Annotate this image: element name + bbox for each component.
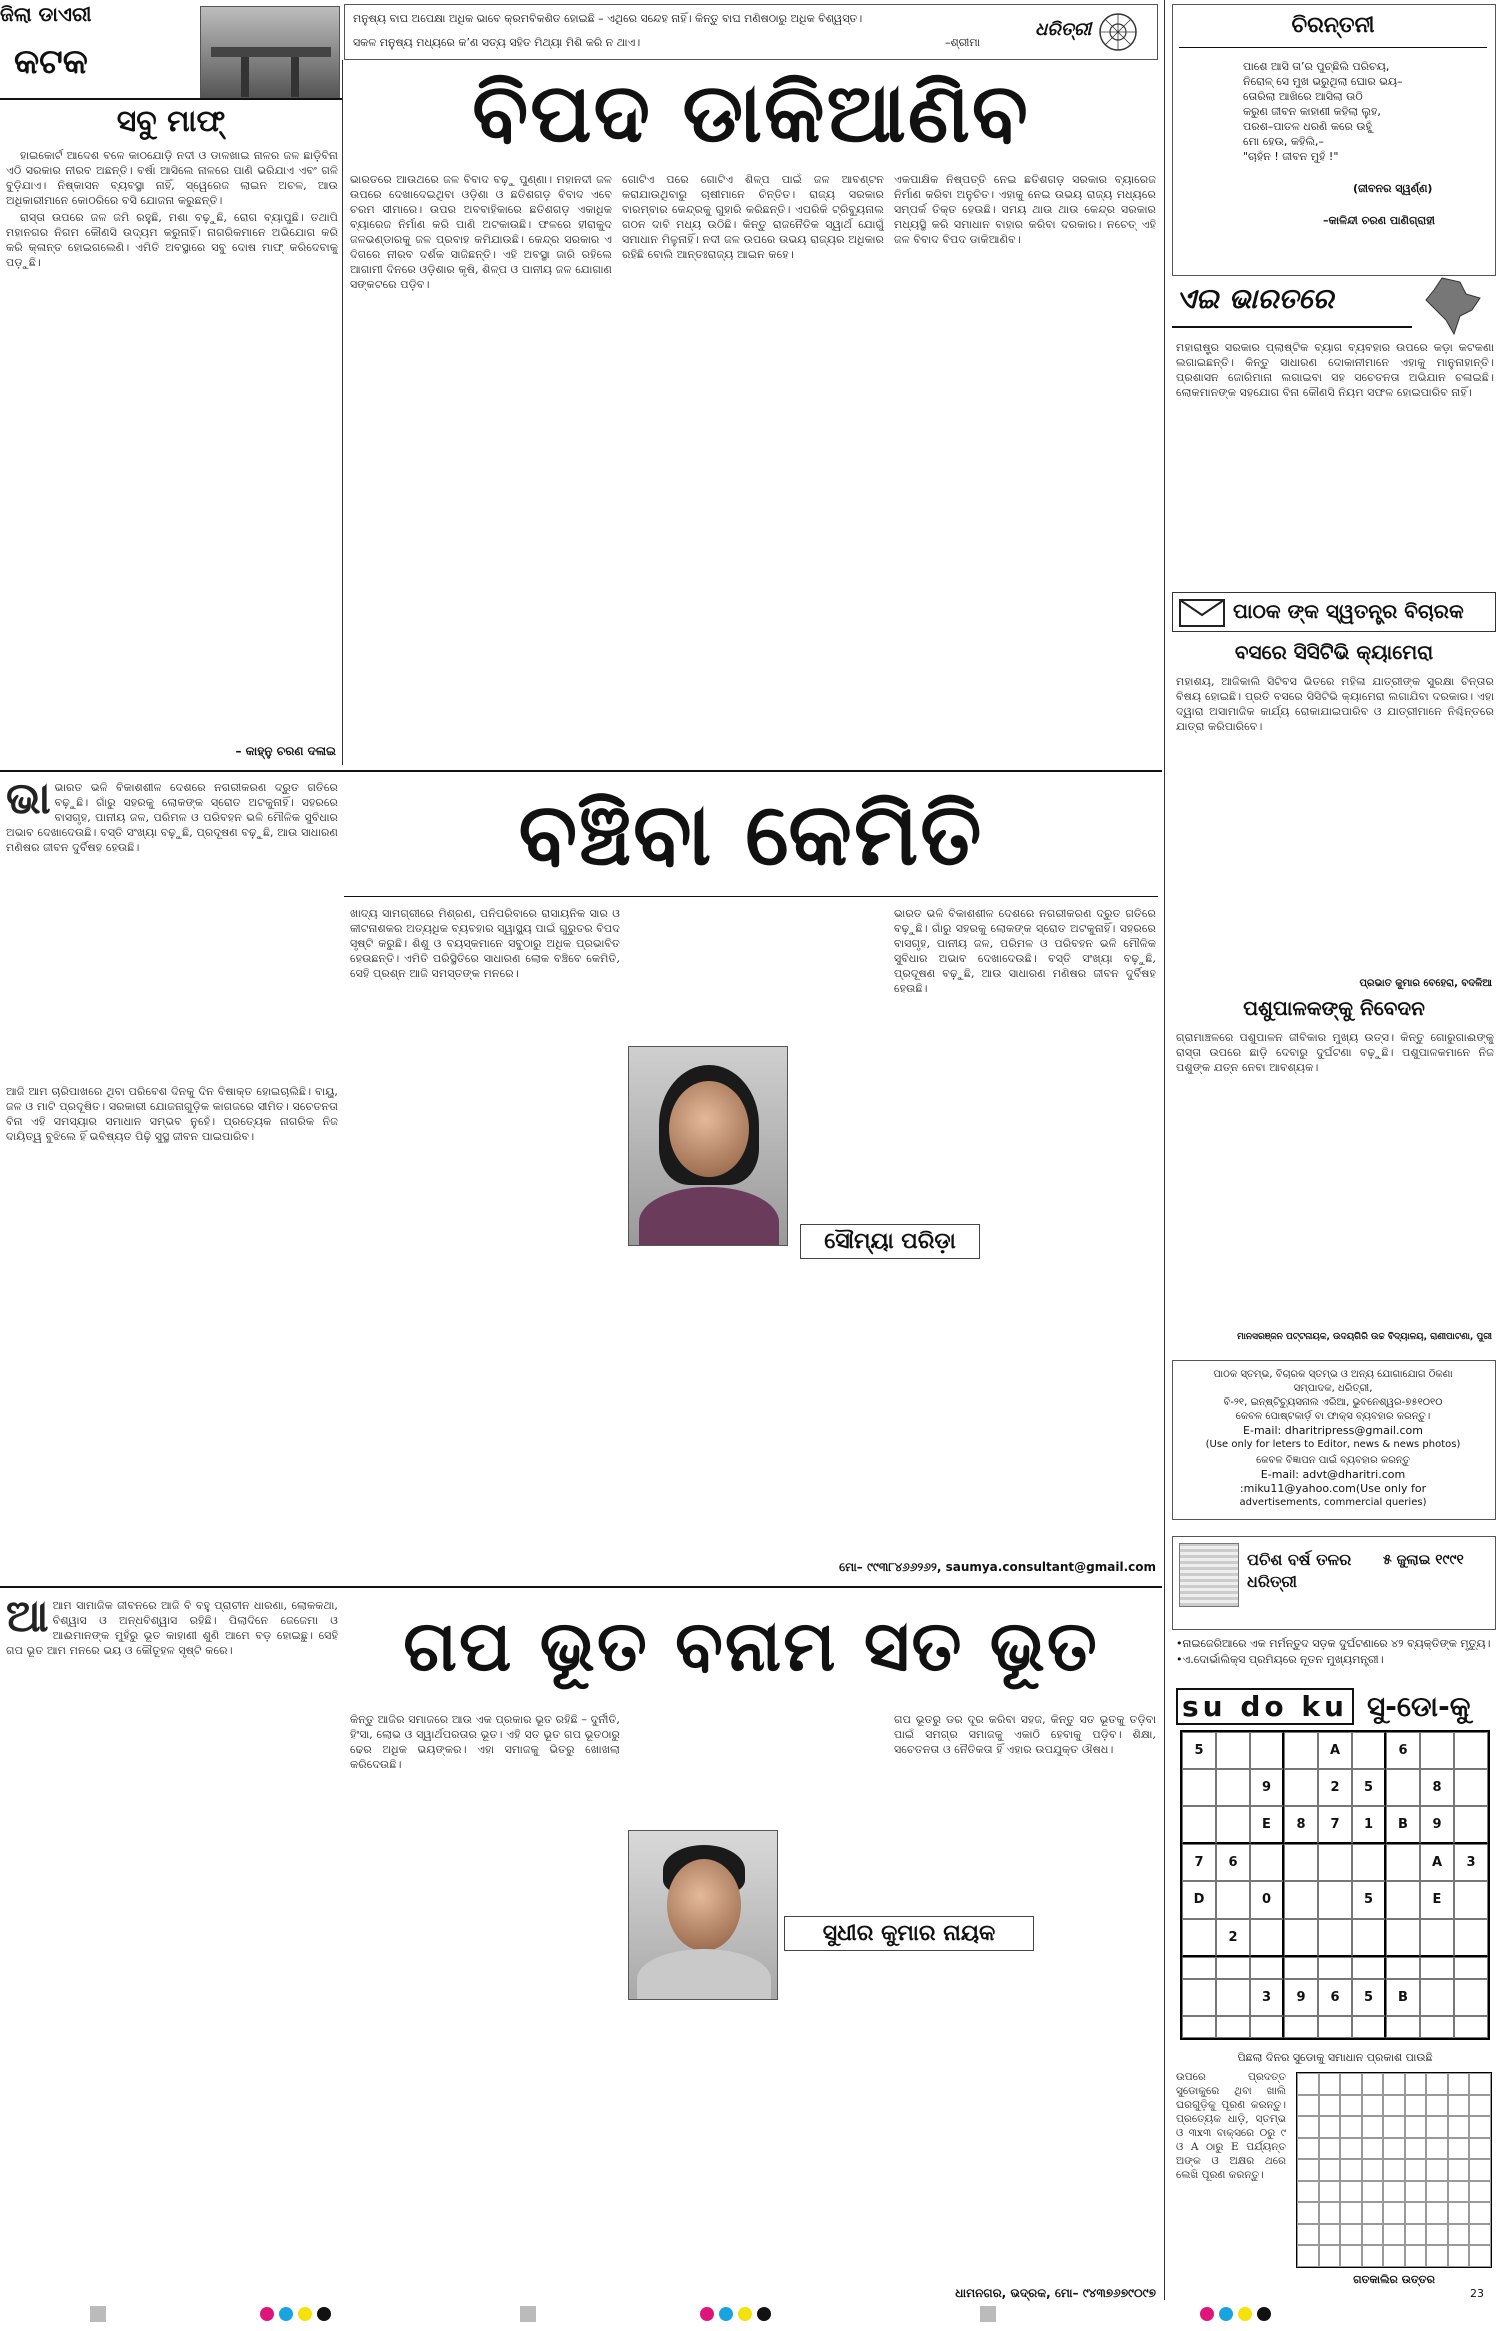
cyan-mark — [719, 2307, 733, 2321]
magenta-mark — [1200, 2307, 1214, 2321]
sudoku-cell[interactable]: 5 — [1352, 1769, 1386, 1806]
solution-cell — [1319, 2095, 1341, 2117]
solution-cell — [1383, 2116, 1405, 2138]
solution-cell — [1426, 2073, 1448, 2095]
solution-cell — [1469, 2224, 1491, 2246]
solution-cell — [1362, 2073, 1384, 2095]
sudoku-cell[interactable] — [1182, 1769, 1216, 1806]
solution-cell — [1319, 2159, 1341, 2181]
poem-line: ମୋ ହେଉ, କହିଲି,– — [1243, 135, 1324, 148]
address-line: କେବଳ ବିଜ୍ଞାପନ ପାଇଁ ବ୍ୟବହାର କରନ୍ତୁ — [1256, 1455, 1410, 1466]
black-mark — [1257, 2307, 1271, 2321]
sudoku-cell[interactable] — [1250, 2016, 1284, 2038]
quote-line-2: ସକଳ ମନୁଷ୍ୟ ମଧ୍ୟରେ କ’ଣ ସତ୍ୟ ସହିତ ମିଥ୍ୟା ମିଶି କରି ନ ଥାଏ। — [353, 36, 641, 49]
chirantani-poet: –କାଳିନ୍ଦୀ ଚରଣ ପାଣିଗ୍ରାହୀ — [1323, 214, 1435, 227]
solution-cell — [1469, 2202, 1491, 2224]
sudoku-solution-grid — [1296, 2072, 1492, 2268]
letter1-signature: ପ୍ରଭାତ କୁମାର ବେହେରା, ବଦଳିଆ — [1359, 978, 1492, 989]
sudoku-cell[interactable] — [1284, 1919, 1318, 1957]
sudoku-cell[interactable]: 1 — [1352, 1806, 1386, 1844]
sudoku-cell[interactable] — [1284, 1957, 1318, 1979]
yellow-mark — [1238, 2307, 1252, 2321]
dropcap: ଭା — [6, 780, 51, 824]
sudoku-cell[interactable] — [1386, 1957, 1420, 1979]
sudoku-cell[interactable]: 2 — [1216, 1919, 1250, 1957]
solution-cell — [1340, 2181, 1362, 2203]
sudoku-cell[interactable]: 5 — [1182, 1732, 1216, 1769]
solution-cell — [1448, 2138, 1470, 2160]
sudoku-title — [1176, 1690, 1470, 1724]
lead-headline: ବିପଦ ଡାକିଆଣିବ — [472, 66, 1030, 161]
solution-cell — [1469, 2181, 1491, 2203]
chirantani-rule — [1179, 47, 1487, 48]
district-diary-city: କଟକ — [14, 42, 88, 82]
sudoku-title-en: su do ku — [1176, 1688, 1354, 1725]
article-three-col-1: ଆମ ସାମାଜିକ ଜୀବନରେ ଆଜି ବି ବହୁ ପ୍ରାଚୀନ ଧାରଣା, ଲୋକକଥା, ବିଶ୍ୱାସ ଓ ଅନ୍ଧବିଶ୍ୱାସ ରହିଛି। ପିଲାଦିନେ ଜେଜେମା ଓ ଆଈମାନଙ୍କ ମୁହଁରୁ ଭୂତ କାହାଣୀ ଶୁଣି ଆମେ ବଡ଼ ହୋଇଛୁ। ସେହି ଗପ ଭୂତ ଆମ ମନରେ ଭୟ ଓ କୌତୂହଳ ସୃଷ୍ଟି କରେ। — [6, 1599, 338, 1657]
face — [669, 1081, 749, 1177]
solution-cell — [1448, 2245, 1470, 2267]
sudoku-cell[interactable] — [1454, 2016, 1488, 2038]
solution-cell — [1297, 2224, 1319, 2246]
diary-byline: – କାହ୍ନୁ ଚରଣ ଦଳାଇ — [235, 744, 336, 758]
shirt — [637, 1949, 771, 2000]
sudoku-cell[interactable]: 8 — [1284, 1806, 1318, 1844]
solution-cell — [1383, 2202, 1405, 2224]
sudoku-cell[interactable] — [1454, 1919, 1488, 1957]
solution-cell — [1297, 2159, 1319, 2181]
column-divider — [342, 60, 343, 765]
sudoku-cell[interactable]: 9 — [1284, 1979, 1318, 2016]
sudoku-cell[interactable]: 6 — [1318, 1979, 1352, 2016]
black-mark — [757, 2307, 771, 2321]
print-color-marks — [260, 2306, 331, 2325]
sudoku-cell[interactable]: D — [1182, 1881, 1216, 1918]
print-color-marks — [1200, 2306, 1271, 2325]
article-three-col-3: ଗପ ଭୂତରୁ ଡର ଦୂର କରିବା ସହଜ, କିନ୍ତୁ ସତ ଭୂତକୁ ତଡ଼ିବା ପାଇଁ ସମଗ୍ର ସମାଜକୁ ଏକାଠି ହେବାକୁ ପଡ଼ିବ। ଶିକ୍ଷା, ସଚେତନତା ଓ ନୈତିକତା ହିଁ ଏହାର ଉପଯୁକ୍ତ ଔଷଧ। — [894, 1713, 1156, 1756]
diary-body — [6, 148, 338, 728]
solution-cell — [1469, 2138, 1491, 2160]
sudoku-cell[interactable] — [1250, 1919, 1284, 1957]
solution-cell — [1405, 2138, 1427, 2160]
solution-cell — [1340, 2202, 1362, 2224]
sudoku-cell[interactable] — [1284, 1769, 1318, 1806]
letter2-title: ପଶୁପାଳକଙ୍କୁ ନିବେଦନ — [1243, 996, 1425, 1020]
poem-line: ପାଶେ ଆସି ତା’ର ପୁଚ୍ଛିଲି ପରିଚୟ, — [1243, 60, 1390, 73]
solution-cell — [1469, 2095, 1491, 2117]
sudoku-title-odia: ସୁ-ଡୋ-କୁ — [1367, 1690, 1471, 1723]
address-line: ବି-୨୧, ଇନ୍‌ଷ୍ଟିଚ୍ୟୁସନାଲ ଏରିଆ, ଭୁବନେଶ୍ୱର-୭୫୧୦୧୦ — [1223, 1397, 1443, 1408]
solution-cell — [1448, 2224, 1470, 2246]
article-two-headline: ବଞ୍ଚିବା କେମିତି — [518, 785, 984, 885]
solution-cell — [1319, 2202, 1341, 2224]
sudoku-cell[interactable] — [1454, 1979, 1488, 2016]
solution-cell — [1297, 2202, 1319, 2224]
solution-cell — [1448, 2159, 1470, 2181]
sudoku-cell[interactable] — [1420, 1979, 1454, 2016]
solution-cell — [1297, 2095, 1319, 2117]
old-paper-thumbnail — [1179, 1543, 1239, 1607]
section-rule — [0, 1586, 1162, 1588]
sudoku-cell[interactable]: 3 — [1250, 1979, 1284, 2016]
sudoku-cell[interactable] — [1284, 1732, 1318, 1769]
email-link[interactable]: E-mail: dharitripress@gmail.com — [1243, 1424, 1423, 1437]
lead-col-3: ଏକପାକ୍ଷିକ ନିଷ୍ପତ୍ତି ନେଇ ଛତିଶଗଡ଼ ସରକାର ବ୍ୟାରେଜ ନିର୍ମାଣ କରିବା ଅନୁଚିତ। ଏହାକୁ ନେଇ ଉଭୟ ରାଜ୍ୟ ମଧ୍ୟରେ ସମ୍ପର୍କ ତିକ୍ତ ହେଉଛି। ସମୟ ଥାଉ ଥାଉ କେନ୍ଦ୍ର ସରକାର ମଧ୍ୟସ୍ଥି କରି ସମାଧାନ ବାହାର କରିବା ଦରକାର। ନଚେତ୍ ଏହି ଜଳ ବିବାଦ ବିପଦ ଡାକିଆଣିବ। — [894, 173, 1156, 246]
print-color-marks — [700, 2306, 771, 2325]
email-note: advertisements, commercial queries) — [1239, 1497, 1427, 1508]
sudoku-cell[interactable]: 8 — [1420, 1769, 1454, 1806]
solution-cell — [1340, 2095, 1362, 2117]
sudoku-cell[interactable] — [1182, 1919, 1216, 1957]
address-line: ପାଠକ ସ୍ତମ୍ଭ, ବିଚାରକ ସ୍ତମ୍ଭ ଓ ଅନ୍ୟ ଯୋଗାଯୋଗ ଠିକଣା — [1213, 1369, 1453, 1380]
sudoku-cell[interactable] — [1420, 1919, 1454, 1957]
lead-col-2: ଗୋଟିଏ ପରେ ଗୋଟିଏ ଶିଳ୍ପ ପାଇଁ ଜଳ ଆବଣ୍ଟନ କରାଯାଉଥିବାରୁ ଚାଷୀମାନେ ଚିନ୍ତିତ। ରାଜ୍ୟ ସରକାର ବାରମ୍ବାର କେନ୍ଦ୍ରକୁ ଗୁହାରି କରିଛନ୍ତି। ଏପରିକି ଟ୍ରିବ୍ୟୁନାଲ ଗଠନ ଦାବି ମଧ୍ୟ ଉଠିଛି। କିନ୍ତୁ ରାଜନୈତିକ ସ୍ୱାର୍ଥ ଯୋଗୁଁ ସମାଧାନ ମିଳୁନାହିଁ। ନଦୀ ଜଳ ଉପରେ ଉଭୟ ରାଜ୍ୟର ଅଧିକାର ରହିଛି ବୋଲି ଆନ୍ତଃରାଜ୍ୟ ଆଇନ କହେ। — [622, 173, 884, 261]
shoulders — [639, 1187, 779, 1246]
aei-bharatare-title: ଏଇ ଭାରତରେ — [1176, 282, 1334, 315]
email-note: (Use only for leters to Editor, news & news photos) — [1205, 1439, 1461, 1450]
letter2-body: ଗ୍ରାମାଞ୍ଚଳରେ ପଶୁପାଳନ ଜୀବିକାର ମୁଖ୍ୟ ଉତ୍ସ। କିନ୍ତୁ ଗୋରୁଗାଈଙ୍କୁ ରାସ୍ତା ଉପରେ ଛାଡ଼ି ଦେବାରୁ ଦୁର୍ଘଟଣା ବଢ଼ୁଛି। ପଶୁପାଳକମାନେ ନିଜ ପଶୁଙ୍କ ଯତ୍ନ ନେବା ଆବଶ୍ୟକ। — [1176, 1031, 1494, 1074]
solution-cell — [1405, 2159, 1427, 2181]
article-three-contact: ଧାମନଗର, ଭଦ୍ରକ, ମୋ– ୯୪୩୭୬୭୯୦୯୭ — [955, 2286, 1156, 2300]
solution-cell — [1319, 2116, 1341, 2138]
print-gray-block — [980, 2306, 996, 2322]
quote-attribution: –ଶ୍ରୀମା — [945, 36, 981, 49]
sudoku-cell[interactable] — [1318, 2016, 1352, 2038]
letter1-title: ବସରେ ସିସିଟିଭି କ୍ୟାମେରା — [1234, 640, 1434, 664]
solution-cell — [1319, 2245, 1341, 2267]
solution-cell — [1405, 2224, 1427, 2246]
sudoku-cell[interactable]: 6 — [1386, 1732, 1420, 1769]
old-news-item: •ଏ.ଦୋର୍ଭାଲିକ୍ସ ପ୍ରମିୟରେ ନୂତନ ମୁଖ୍ୟମନ୍ତ୍ରୀ। — [1176, 1653, 1384, 1666]
sudoku-cell[interactable] — [1454, 1806, 1488, 1844]
sudoku-cell[interactable] — [1216, 1806, 1250, 1844]
address-line: କେବଳ ପୋଷ୍ଟକାର୍ଡ଼ ବା ଫାକ୍ସ ବ୍ୟବହାର କରନ୍ତୁ। — [1235, 1411, 1431, 1422]
sudoku-cell[interactable] — [1216, 1957, 1250, 1979]
sudoku-cell[interactable] — [1216, 1881, 1250, 1918]
article-two-col-3: ଆଜି ଆମ ଚାରିପାଖରେ ଥିବା ପରିବେଶ ଦିନକୁ ଦିନ ବିଷାକ୍ତ ହୋଇଚାଲିଛି। ବାୟୁ, ଜଳ ଓ ମାଟି ପ୍ରଦୂଷିତ। ସରକାରୀ ଯୋଜନାଗୁଡ଼ିକ କାଗଜରେ ସୀମିତ। ସଚେତନତା ବିନା ଏହି ସମସ୍ୟାର ସମାଧାନ ସମ୍ଭବ ନୁହେଁ। ପ୍ରତ୍ୟେକ ନାଗରିକ ନିଜ ଦାୟିତ୍ୱ ବୁଝିଲେ ହିଁ ଭବିଷ୍ୟତ ପିଢ଼ି ସୁସ୍ଥ ଜୀବନ ପାଇପାରିବ। — [6, 1085, 338, 1143]
quote-line-1: ମନୁଷ୍ୟ ବାଘ ଅପେକ୍ଷା ଅଧିକ ଭାବେ କ୍ରମବିକଶିତ ହୋଇଛି – ଏଥିରେ ସନ୍ଦେହ ନାହିଁ। କିନ୍ତୁ ବାଘ ମଣିଷଠାରୁ ଅଧିକ ବିଶ୍ୱସ୍ତ। — [353, 12, 863, 25]
sudoku-cell[interactable] — [1182, 1979, 1216, 2016]
solution-cell — [1405, 2095, 1427, 2117]
sudoku-cell[interactable] — [1182, 2016, 1216, 2038]
page-number: 23 — [1470, 2287, 1484, 2300]
sudoku-cell[interactable] — [1454, 1732, 1488, 1769]
sudoku-cell[interactable] — [1284, 2016, 1318, 2038]
solution-cell — [1340, 2073, 1362, 2095]
poem-line: ନିରୋଳ୍ ସେ ମୁଖ ଭରୁଥିଲା ଘୋର ଭୟ– — [1243, 75, 1403, 88]
solution-cell — [1362, 2224, 1384, 2246]
solution-cell — [1383, 2224, 1405, 2246]
magenta-mark — [260, 2307, 274, 2321]
sudoku-cell[interactable]: 3 — [1454, 1844, 1488, 1881]
email-link[interactable]: E-mail: advt@dharitri.com — [1260, 1468, 1406, 1481]
author-name-sudhir: ସୁଧୀର କୁମାର ନାୟକ — [784, 1916, 1034, 1951]
poem-line: ପରଶ–ପାତଳ ଧରଣି କରେ ଉହୁଁ — [1243, 120, 1372, 133]
article-two-col-left — [6, 1084, 338, 1554]
article-two-col-1b: ଭାରତ ଭଳି ବିକାଶଶୀଳ ଦେଶରେ ନଗରୀକରଣ ଦ୍ରୁତ ଗତିରେ ବଢ଼ୁଛି। ଗାଁରୁ ସହରକୁ ଲୋକଙ୍କ ସ୍ରୋତ ଅଟକୁନାହିଁ। ସହରରେ ବାସଗୃହ, ପାନୀୟ ଜଳ, ପରିମଳ ଓ ପରିବହନ ଭଳି ମୌଳିକ ସୁବିଧାର ଅଭାବ ଦେଖାଦେଉଛି। ବସ୍ତି ସଂଖ୍ୟା ବଢ଼ୁଛି, ପ୍ରଦୂଷଣ ବଢ଼ୁଛି, ଆଉ ସାଧାରଣ ମଣିଷର ଜୀବନ ଦୁର୍ବିଷହ ହେଉଛି। — [894, 907, 1156, 995]
sudoku-solution-title: ଗତକାଲିର ଉତ୍ତର — [1353, 2273, 1435, 2286]
solution-cell — [1405, 2073, 1427, 2095]
solution-cell — [1340, 2224, 1362, 2246]
sudoku-cell[interactable] — [1182, 1806, 1216, 1844]
solution-cell — [1319, 2138, 1341, 2160]
diary-top-rule — [0, 98, 342, 100]
article-three-headline: ଗପ ଭୂତ ବନାମ ସତ ଭୂତ — [403, 1605, 1099, 1687]
solution-cell — [1426, 2138, 1448, 2160]
sudoku-cell[interactable]: 9 — [1420, 1806, 1454, 1844]
sudoku-cell[interactable] — [1250, 1844, 1284, 1881]
solution-cell — [1426, 2181, 1448, 2203]
yellow-mark — [738, 2307, 752, 2321]
solution-cell — [1319, 2181, 1341, 2203]
address-box — [1172, 1360, 1496, 1520]
solution-cell — [1469, 2245, 1491, 2267]
column-divider — [1164, 0, 1165, 2300]
sudoku-cell[interactable] — [1386, 1844, 1420, 1881]
aei-bharatare-body: ମହାରାଷ୍ଟ୍ର ସରକାର ପ୍ଲାଷ୍ଟିକ ବ୍ୟାଗ ବ୍ୟବହାର ଉପରେ କଡ଼ା କଟକଣା ଲଗାଇଛନ୍ତି। କିନ୍ତୁ ସାଧାରଣ ଦୋକାନୀମାନେ ଏହାକୁ ମାନୁନାହାନ୍ତି। ପ୍ରଶାସନ ଜୋରିମାନା ଲଗାଇବା ସହ ସଚେତନତା ଅଭିଯାନ ଚଳାଇଛି। ଲୋକମାନଙ୍କ ସହଯୋଗ ବିନା କୌଣସି ନିୟମ ସଫଳ ହୋଇପାରିବ ନାହିଁ। — [1176, 341, 1494, 399]
sudoku-answer-note: ପିଛଲା ଦିନର ସୁଡୋକୁ ସମାଧାନ ପ୍ରକାଶ ପାଉଛି — [1237, 2051, 1433, 2064]
sudoku-cell[interactable] — [1216, 1979, 1250, 2016]
yellow-mark — [298, 2307, 312, 2321]
sudoku-cell[interactable]: 5 — [1352, 1979, 1386, 2016]
solution-cell — [1297, 2073, 1319, 2095]
magenta-mark — [700, 2307, 714, 2321]
solution-cell — [1362, 2095, 1384, 2117]
solution-cell — [1319, 2073, 1341, 2095]
sudoku-cell[interactable] — [1318, 1919, 1352, 1957]
sudoku-cell[interactable] — [1250, 1732, 1284, 1769]
solution-cell — [1383, 2159, 1405, 2181]
solution-cell — [1469, 2116, 1491, 2138]
masthead-logo: ଧରିତ୍ରୀ — [1035, 19, 1092, 40]
sudoku-cell[interactable] — [1352, 1732, 1386, 1769]
sudoku-cell[interactable]: E — [1250, 1806, 1284, 1844]
article-two-col-right — [894, 906, 1156, 1546]
solution-cell — [1383, 2095, 1405, 2117]
lead-col-1: ଭାରତରେ ଆଉଥରେ ଜଳ ବିବାଦ ବଢ଼ୁ ପୁଣ୍ଣା। ମହାନଦୀ ଜଳ ଉପରେ ଦେଖାଦେଇଥିବା ଓଡ଼ିଶା ଓ ଛତିଶଗଡ଼ ବିବାଦ ଏବେ ଚରମ ସୀମାରେ। ଉପର ଅବବାହିକାରେ ଛତିଶଗଡ଼ ଏକାଧିକ ବ୍ୟାରେଜ ନିର୍ମାଣ କରି ପାଣି ଅଟକାଉଛି। ଫଳରେ ହୀରାକୁଦ ଜଳଭଣ୍ଡାରକୁ ଜଳ ପ୍ରବାହ କମିଯାଉଛି। କେନ୍ଦ୍ର ସରକାର ଏ ଦିଗରେ ନୀରବ ଦର୍ଶକ ସାଜିଛନ୍ତି। ଏହି ଅବସ୍ଥା ଜାରି ରହିଲେ ଆଗାମୀ ଦିନରେ ଓଡ଼ିଶାର କୃଷି, ଶିଳ୍ପ ଓ ପାନୀୟ ଜଳ ଯୋଗାଣ ସଙ୍କଟରେ ପଡ଼ିବ। — [350, 173, 612, 291]
sudoku-cell[interactable]: 6 — [1216, 1844, 1250, 1881]
sudoku-cell[interactable] — [1318, 1881, 1352, 1918]
chirantani-title: ଚିରନ୍ତନୀ — [1291, 13, 1375, 38]
bridge-pillar — [241, 57, 249, 97]
sudoku-cell[interactable]: 0 — [1250, 1881, 1284, 1918]
solution-cell — [1383, 2073, 1405, 2095]
solution-cell — [1319, 2224, 1341, 2246]
solution-cell — [1469, 2073, 1491, 2095]
face — [667, 1859, 741, 1951]
sudoku-cell[interactable] — [1216, 2016, 1250, 2038]
headline-underline — [344, 896, 1158, 897]
sudoku-cell[interactable]: B — [1386, 1806, 1420, 1844]
bridge-pillar — [291, 57, 299, 97]
solution-cell — [1448, 2116, 1470, 2138]
solution-cell — [1340, 2116, 1362, 2138]
article-two-contact: ମୋ– ୯୯୩୮୪୬୬୨୬୨, saumya.consultant@gmail.com — [839, 1560, 1156, 1574]
sudoku-cell[interactable]: A — [1318, 1732, 1352, 1769]
solution-cell — [1340, 2159, 1362, 2181]
solution-cell — [1362, 2159, 1384, 2181]
solution-cell — [1405, 2245, 1427, 2267]
solution-cell — [1426, 2159, 1448, 2181]
sudoku-cell[interactable] — [1386, 1881, 1420, 1918]
solution-cell — [1383, 2245, 1405, 2267]
sudoku-cell[interactable] — [1318, 1957, 1352, 1979]
solution-cell — [1426, 2245, 1448, 2267]
solution-cell — [1405, 2116, 1427, 2138]
author-photo-soumya — [628, 1046, 788, 1246]
sudoku-cell[interactable]: 5 — [1352, 1881, 1386, 1918]
poem-line: କରୁଣ ଜୀବନ କାହାଣୀ କହିଲା ଲୁହ, — [1243, 105, 1381, 118]
sudoku-cell[interactable] — [1318, 1844, 1352, 1881]
article-two-col-2: ଖାଦ୍ୟ ସାମଗ୍ରୀରେ ମିଶ୍ରଣ, ପନିପରିବାରେ ରାସାୟନିକ ସାର ଓ କୀଟନାଶକର ଅତ୍ୟଧିକ ବ୍ୟବହାର ସ୍ୱାସ୍ଥ୍ୟ ପାଇଁ ଗୁରୁତର ବିପଦ ସୃଷ୍ଟି କରୁଛି। ଶିଶୁ ଓ ବୟସ୍କମାନେ ସବୁଠାରୁ ଅଧିକ ପ୍ରଭାବିତ ହେଉଛନ୍ତି। ଏମିତି ପରିସ୍ଥିତିରେ ସାଧାରଣ ଲୋକ ବଞ୍ଚିବେ କେମିତି, ସେହି ପ୍ରଶ୍ନ ଆଜି ସମସ୍ତଙ୍କ ମନରେ। — [350, 907, 620, 980]
letter2-signature: ମାନସରଞ୍ଜନ ପଟ୍ଟନାୟକ, ଉଦୟଗିରି ଉଚ୍ଚ ବିଦ୍ୟାଳୟ, ରାଣୀପାଟଣା, ପୁରୀ — [1237, 1332, 1492, 1342]
sudoku-cell[interactable] — [1284, 1881, 1318, 1918]
district-diary-label-box — [0, 2, 200, 38]
twenty-five-years-date: ୫ ଜୁଲାଇ ୧୯୯୧ — [1383, 1552, 1464, 1568]
sudoku-cell[interactable] — [1420, 2016, 1454, 2038]
solution-cell — [1362, 2116, 1384, 2138]
sudoku-instructions: ଉପରେ ପ୍ରଦତ୍ତ ସୁଡୋକୁରେ ଥିବା ଖାଲି ଘରଗୁଡ଼ିକୁ ପୂରଣ କରନ୍ତୁ। ପ୍ରତ୍ୟେକ ଧାଡ଼ି, ସ୍ତମ୍ଭ ଓ ୩x୩ ବାକ୍ସରେ ୦ରୁ ୯ ଓ A ଠାରୁ E ପର୍ଯ୍ୟନ୍ତ ଅଙ୍କ ଓ ଅକ୍ଷର ଥରେ ଲେଖି ପୂରଣ କରନ୍ତୁ। — [1176, 2071, 1286, 2181]
solution-cell — [1405, 2202, 1427, 2224]
sudoku-cell[interactable]: 2 — [1318, 1769, 1352, 1806]
sun-emblem-icon — [1097, 11, 1139, 53]
cyan-mark — [279, 2307, 293, 2321]
sudoku-grid[interactable] — [1180, 1730, 1490, 2040]
solution-cell — [1362, 2138, 1384, 2160]
sudoku-cell[interactable] — [1352, 2016, 1386, 2038]
sudoku-cell[interactable] — [1216, 1732, 1250, 1769]
author-name-soumya: ସୌମ୍ୟା ପରିଡ଼ା — [800, 1224, 980, 1259]
readers-banner — [1172, 592, 1496, 632]
solution-cell — [1448, 2095, 1470, 2117]
article-two-lead-col — [6, 780, 338, 1080]
email-link[interactable]: :miku11@yahoo.com(Use only for — [1239, 1482, 1427, 1495]
solution-cell — [1362, 2181, 1384, 2203]
aei-bharatare-rule — [1172, 326, 1412, 328]
solution-cell — [1297, 2181, 1319, 2203]
sudoku-cell[interactable] — [1454, 1769, 1488, 1806]
sudoku-cell[interactable]: A — [1420, 1844, 1454, 1881]
letter1-body: ମହାଶୟ, ଆଜିକାଲି ସିଟିବସ ଭିତରେ ମହିଳା ଯାତ୍ରୀଙ୍କ ସୁରକ୍ଷା ଚିନ୍ତାର ବିଷୟ ହୋଇଛି। ପ୍ରତି ବସରେ ସିସିଟିଭି କ୍ୟାମେରା ଲଗାଯିବା ଦରକାର। ଏହା ଦ୍ୱାରା ଅସାମାଜିକ କାର୍ଯ୍ୟ ରୋକାଯାଇପାରିବ ଓ ଯାତ୍ରୀମାନେ ନିଶ୍ଚିନ୍ତରେ ଯାତ୍ରା କରିପାରିବେ। — [1176, 675, 1494, 733]
twenty-five-years-box — [1172, 1536, 1496, 1630]
sudoku-cell[interactable] — [1352, 1957, 1386, 1979]
print-gray-block — [90, 2306, 106, 2322]
diary-title: ସବୁ ମାଫ୍ — [116, 104, 226, 139]
sudoku-cell[interactable]: 7 — [1182, 1844, 1216, 1881]
sudoku-cell[interactable] — [1216, 1769, 1250, 1806]
sudoku-cell[interactable] — [1250, 1957, 1284, 1979]
solution-cell — [1383, 2138, 1405, 2160]
black-mark — [317, 2307, 331, 2321]
print-gray-block — [520, 2306, 536, 2322]
article-three-col-2: କିନ୍ତୁ ଆଜିର ସମାଜରେ ଆଉ ଏକ ପ୍ରକାର ଭୂତ ରହିଛି – ଦୁର୍ନୀତି, ହିଂସା, ଲୋଭ ଓ ସ୍ୱାର୍ଥପରତାର ଭୂତ। ଏହି ସତ ଭୂତ ଗପ ଭୂତଠାରୁ ଢେର ଅଧିକ ଭୟଙ୍କର। ଏହା ସମାଜକୁ ଭିତରୁ ଖୋଖଲା କରିଦେଉଛି। — [350, 1713, 620, 1771]
solution-cell — [1448, 2181, 1470, 2203]
envelope-icon — [1179, 599, 1225, 627]
solution-cell — [1340, 2138, 1362, 2160]
solution-cell — [1469, 2159, 1491, 2181]
sudoku-cell[interactable] — [1284, 1844, 1318, 1881]
cyan-mark — [1219, 2307, 1233, 2321]
diary-paragraph: ହାଇକୋର୍ଟ ଆଦେଶ ବଳେ କାଠଯୋଡ଼ି ନଦୀ ଓ ଡାଳଖାଇ ନାଳର ଜଳ ଛାଡ଼ିବିନା ଏଠି ସରକାର ନୀରବ ଅଛନ୍ତି। ବର୍ଷା ଆସିଲେ ନାଳରେ ପାଣି ଭରିଯାଏ ଏବଂ ଗଳି ବୁଡ଼ିଯାଏ। ନିଷ୍କାସନ ବ୍ୟବସ୍ଥା ନାହିଁ, ସ୍ୱେରେଜ ଲାଇନ ଅଚଳ, ଆଉ ଅଧିକାରୀମାନେ କୋଠରିରେ ବସି ଯୋଜନା କରୁଛନ୍ତି। — [6, 149, 338, 207]
sudoku-cell[interactable] — [1420, 1732, 1454, 1769]
solution-cell — [1426, 2095, 1448, 2117]
sudoku-cell[interactable] — [1386, 2016, 1420, 2038]
sudoku-cell[interactable] — [1454, 1881, 1488, 1918]
dropcap: ଆ — [6, 1598, 49, 1642]
quote-strip — [344, 4, 1158, 60]
sudoku-cell[interactable]: B — [1386, 1979, 1420, 2016]
sudoku-cell[interactable] — [1420, 1957, 1454, 1979]
solution-cell — [1448, 2073, 1470, 2095]
solution-cell — [1448, 2202, 1470, 2224]
sudoku-cell[interactable]: E — [1420, 1881, 1454, 1918]
sudoku-cell[interactable] — [1454, 1957, 1488, 1979]
author-photo-sudhir — [628, 1830, 778, 2000]
poem-line: "ଚାହଁନ ! ଜୀବନ ମୁହଁ !" — [1243, 150, 1339, 163]
diary-photo — [200, 6, 340, 98]
solution-cell — [1383, 2181, 1405, 2203]
solution-cell — [1340, 2245, 1362, 2267]
sudoku-cell[interactable]: 9 — [1250, 1769, 1284, 1806]
readers-title: ପାଠକ ଙ୍କ ସ୍ୱତନ୍ତ୍ର ବିଚାରକ — [1233, 599, 1464, 623]
sudoku-cell[interactable]: 7 — [1318, 1806, 1352, 1844]
twenty-five-years-label: ପଚିଶ ବର୍ଷ ତଳର ଧରିତ୍ରୀ — [1247, 1550, 1352, 1591]
india-map-icon — [1420, 276, 1486, 338]
solution-cell — [1405, 2181, 1427, 2203]
sudoku-cell[interactable] — [1352, 1844, 1386, 1881]
solution-cell — [1297, 2245, 1319, 2267]
solution-cell — [1297, 2116, 1319, 2138]
old-news-item: •ନାଇଜେରିଆରେ ଏକ ମର୍ମନ୍ତୁଦ ସଡ଼କ ଦୁର୍ଘଟଣାରେ ୪୨ ବ୍ୟକ୍ତିଙ୍କ ମୃତ୍ୟୁ। — [1176, 1637, 1491, 1650]
diary-paragraph: ରାସ୍ତା ଉପରେ ଜଳ ଜମି ରହୁଛି, ମଶା ବଢ଼ୁଛି, ରୋଗ ବ୍ୟାପୁଛି। ତଥାପି ମହାନଗର ନିଗମ କୌଣସି ଉଦ୍ୟମ କରୁନାହିଁ। ନାଗରିକମାନେ ଅଭିଯୋଗ କରି କରି କ୍ଳାନ୍ତ ହୋଇଗଲେଣି। ଏମିତି ଅବସ୍ଥାରେ ସବୁ ଦୋଷ ମାଫ୍ କରିଦେବାକୁ ପଡ଼ୁଛି। — [6, 211, 338, 269]
sudoku-cell[interactable] — [1386, 1919, 1420, 1957]
solution-cell — [1426, 2202, 1448, 2224]
solution-cell — [1362, 2245, 1384, 2267]
district-diary-label: ଜିଲା ଡାଏରୀ — [0, 2, 92, 26]
sudoku-cell[interactable] — [1182, 1957, 1216, 1979]
sudoku-cell[interactable] — [1352, 1919, 1386, 1957]
bridge-structure — [211, 47, 331, 57]
address-line: ସମ୍ପାଦକ, ଧରିତ୍ରୀ, — [1293, 1383, 1373, 1394]
solution-cell — [1426, 2224, 1448, 2246]
solution-cell — [1297, 2138, 1319, 2160]
section-rule — [0, 770, 1162, 772]
solution-cell — [1426, 2116, 1448, 2138]
chirantani-poem — [1243, 59, 1483, 164]
solution-cell — [1362, 2202, 1384, 2224]
sudoku-cell[interactable] — [1386, 1769, 1420, 1806]
chirantani-box — [1172, 4, 1496, 276]
article-three-lead-col — [6, 1598, 338, 2288]
article-two-col-1: ଭାରତ ଭଳି ବିକାଶଶୀଳ ଦେଶରେ ନଗରୀକରଣ ଦ୍ରୁତ ଗତିରେ ବଢ଼ୁଛି। ଗାଁରୁ ସହରକୁ ଲୋକଙ୍କ ସ୍ରୋତ ଅଟକୁନାହିଁ। ସହରରେ ବାସଗୃହ, ପାନୀୟ ଜଳ, ପରିମଳ ଓ ପରିବହନ ଭଳି ମୌଳିକ ସୁବିଧାର ଅଭାବ ଦେଖାଦେଉଛି। ବସ୍ତି ସଂଖ୍ୟା ବଢ଼ୁଛି, ପ୍ରଦୂଷଣ ବଢ଼ୁଛି, ଆଉ ସାଧାରଣ ମଣିଷର ଜୀବନ ଦୁର୍ବିଷହ ହେଉଛି। — [6, 781, 338, 854]
chirantani-source: (ଜୀବନର ସ୍ୱର୍ଣ୍ଣ) — [1353, 182, 1433, 195]
poem-line: ତୋରିଲା ଆଖିରେ ଆସିଲା ଉଠି — [1243, 90, 1363, 103]
